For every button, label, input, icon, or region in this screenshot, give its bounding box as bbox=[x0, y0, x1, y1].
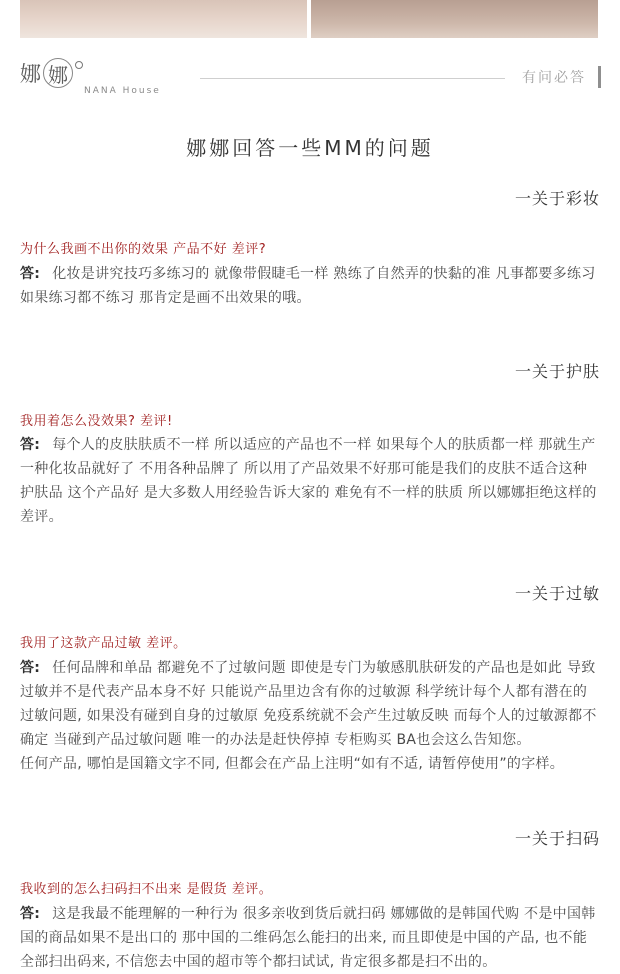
brand-dot-icon bbox=[75, 61, 83, 69]
answer-skincare bbox=[20, 433, 600, 529]
answer-label: 答: bbox=[20, 437, 41, 453]
question-scan: 我收到的怎么扫码扫不出来 是假货 差评。 bbox=[20, 882, 273, 897]
brand-logo bbox=[20, 58, 83, 88]
page-title: 娜娜回答一些MM的问题 bbox=[186, 136, 434, 160]
photo-right bbox=[311, 0, 598, 38]
tagline-bar bbox=[598, 66, 601, 88]
section-title-allergy: 一关于过敏 bbox=[514, 584, 600, 603]
section-title-scan: 一关于扫码 bbox=[514, 829, 600, 848]
question-makeup: 为什么我画不出你的效果 产品不好 差评? bbox=[20, 242, 267, 257]
answer-text: 化妆是讲究技巧多练习的 就像带假睫毛一样 熟练了自然弄的快黏的准 凡事都要多练习 如果练习都不练习 那肯定是画不出效果的哦。 bbox=[20, 266, 596, 306]
answer-scan bbox=[20, 902, 600, 974]
answer-extra-text: 任何产品, 哪怕是国籍文字不同, 但都会在产品上注明“如有不适, 请暂停使用”的字样。 bbox=[20, 756, 565, 772]
header-divider bbox=[200, 78, 505, 79]
header-tagline: 有问必答 bbox=[522, 70, 586, 86]
brand-subtitle: NANA House bbox=[84, 86, 161, 96]
answer-text: 这是我最不能理解的一种行为 很多亲收到货后就扫码 娜娜做的是韩国代购 不是中国韩国的商品如果不是出口的 那中国的二维码怎么能扫的出来, 而且即使是中国的产品, 也不能全部扫出码来, 不信您去中国的超市等个都扫试试, 肯定很多都是扫不出的。 bbox=[20, 906, 596, 970]
brand-header bbox=[0, 56, 620, 100]
answer-text: 每个人的皮肤肤质不一样 所以适应的产品也不一样 如果每个人的肤质都一样 那就生产一种化妆品就好了 不用各种品牌了 所以用了产品效果不好那可能是我们的皮肤不适合这种护肤品 这个产品好 是大多数人用经验告诉大家的 难免有不一样的肤质 所以娜娜拒绝这样的差评。 bbox=[20, 437, 597, 525]
answer-allergy bbox=[20, 656, 600, 776]
photo-left bbox=[20, 0, 307, 38]
answer-text: 任何品牌和单品 都避免不了过敏问题 即使是专门为敏感肌肤研发的产品也是如此 导致过敏并不是代表产品本身不好 只能说产品里边含有你的过敏源 科学统计每个人都有潜在的过敏问题, 如果没有碰到自身的过敏原 免疫系统就不会产生过敏反映 而每个人的过敏源都不确定 当碰到产品过敏问题 唯一的办法是赶快停掉 专柜购买 BA也会这么告知您。 bbox=[20, 660, 597, 748]
answer-label: 答: bbox=[20, 660, 41, 676]
section-title-skincare: 一关于护肤 bbox=[514, 362, 600, 381]
question-allergy: 我用了这款产品过敏 差评。 bbox=[20, 636, 187, 651]
question-skincare: 我用着怎么没效果? 差评! bbox=[20, 414, 173, 429]
top-photo-strip bbox=[20, 0, 598, 38]
brand-char-1: 娜 bbox=[20, 62, 41, 86]
section-title-makeup: 一关于彩妆 bbox=[514, 189, 600, 208]
brand-char-2: 娜 bbox=[43, 58, 73, 88]
answer-label: 答: bbox=[20, 906, 41, 922]
answer-makeup bbox=[20, 262, 600, 310]
answer-label: 答: bbox=[20, 266, 41, 282]
